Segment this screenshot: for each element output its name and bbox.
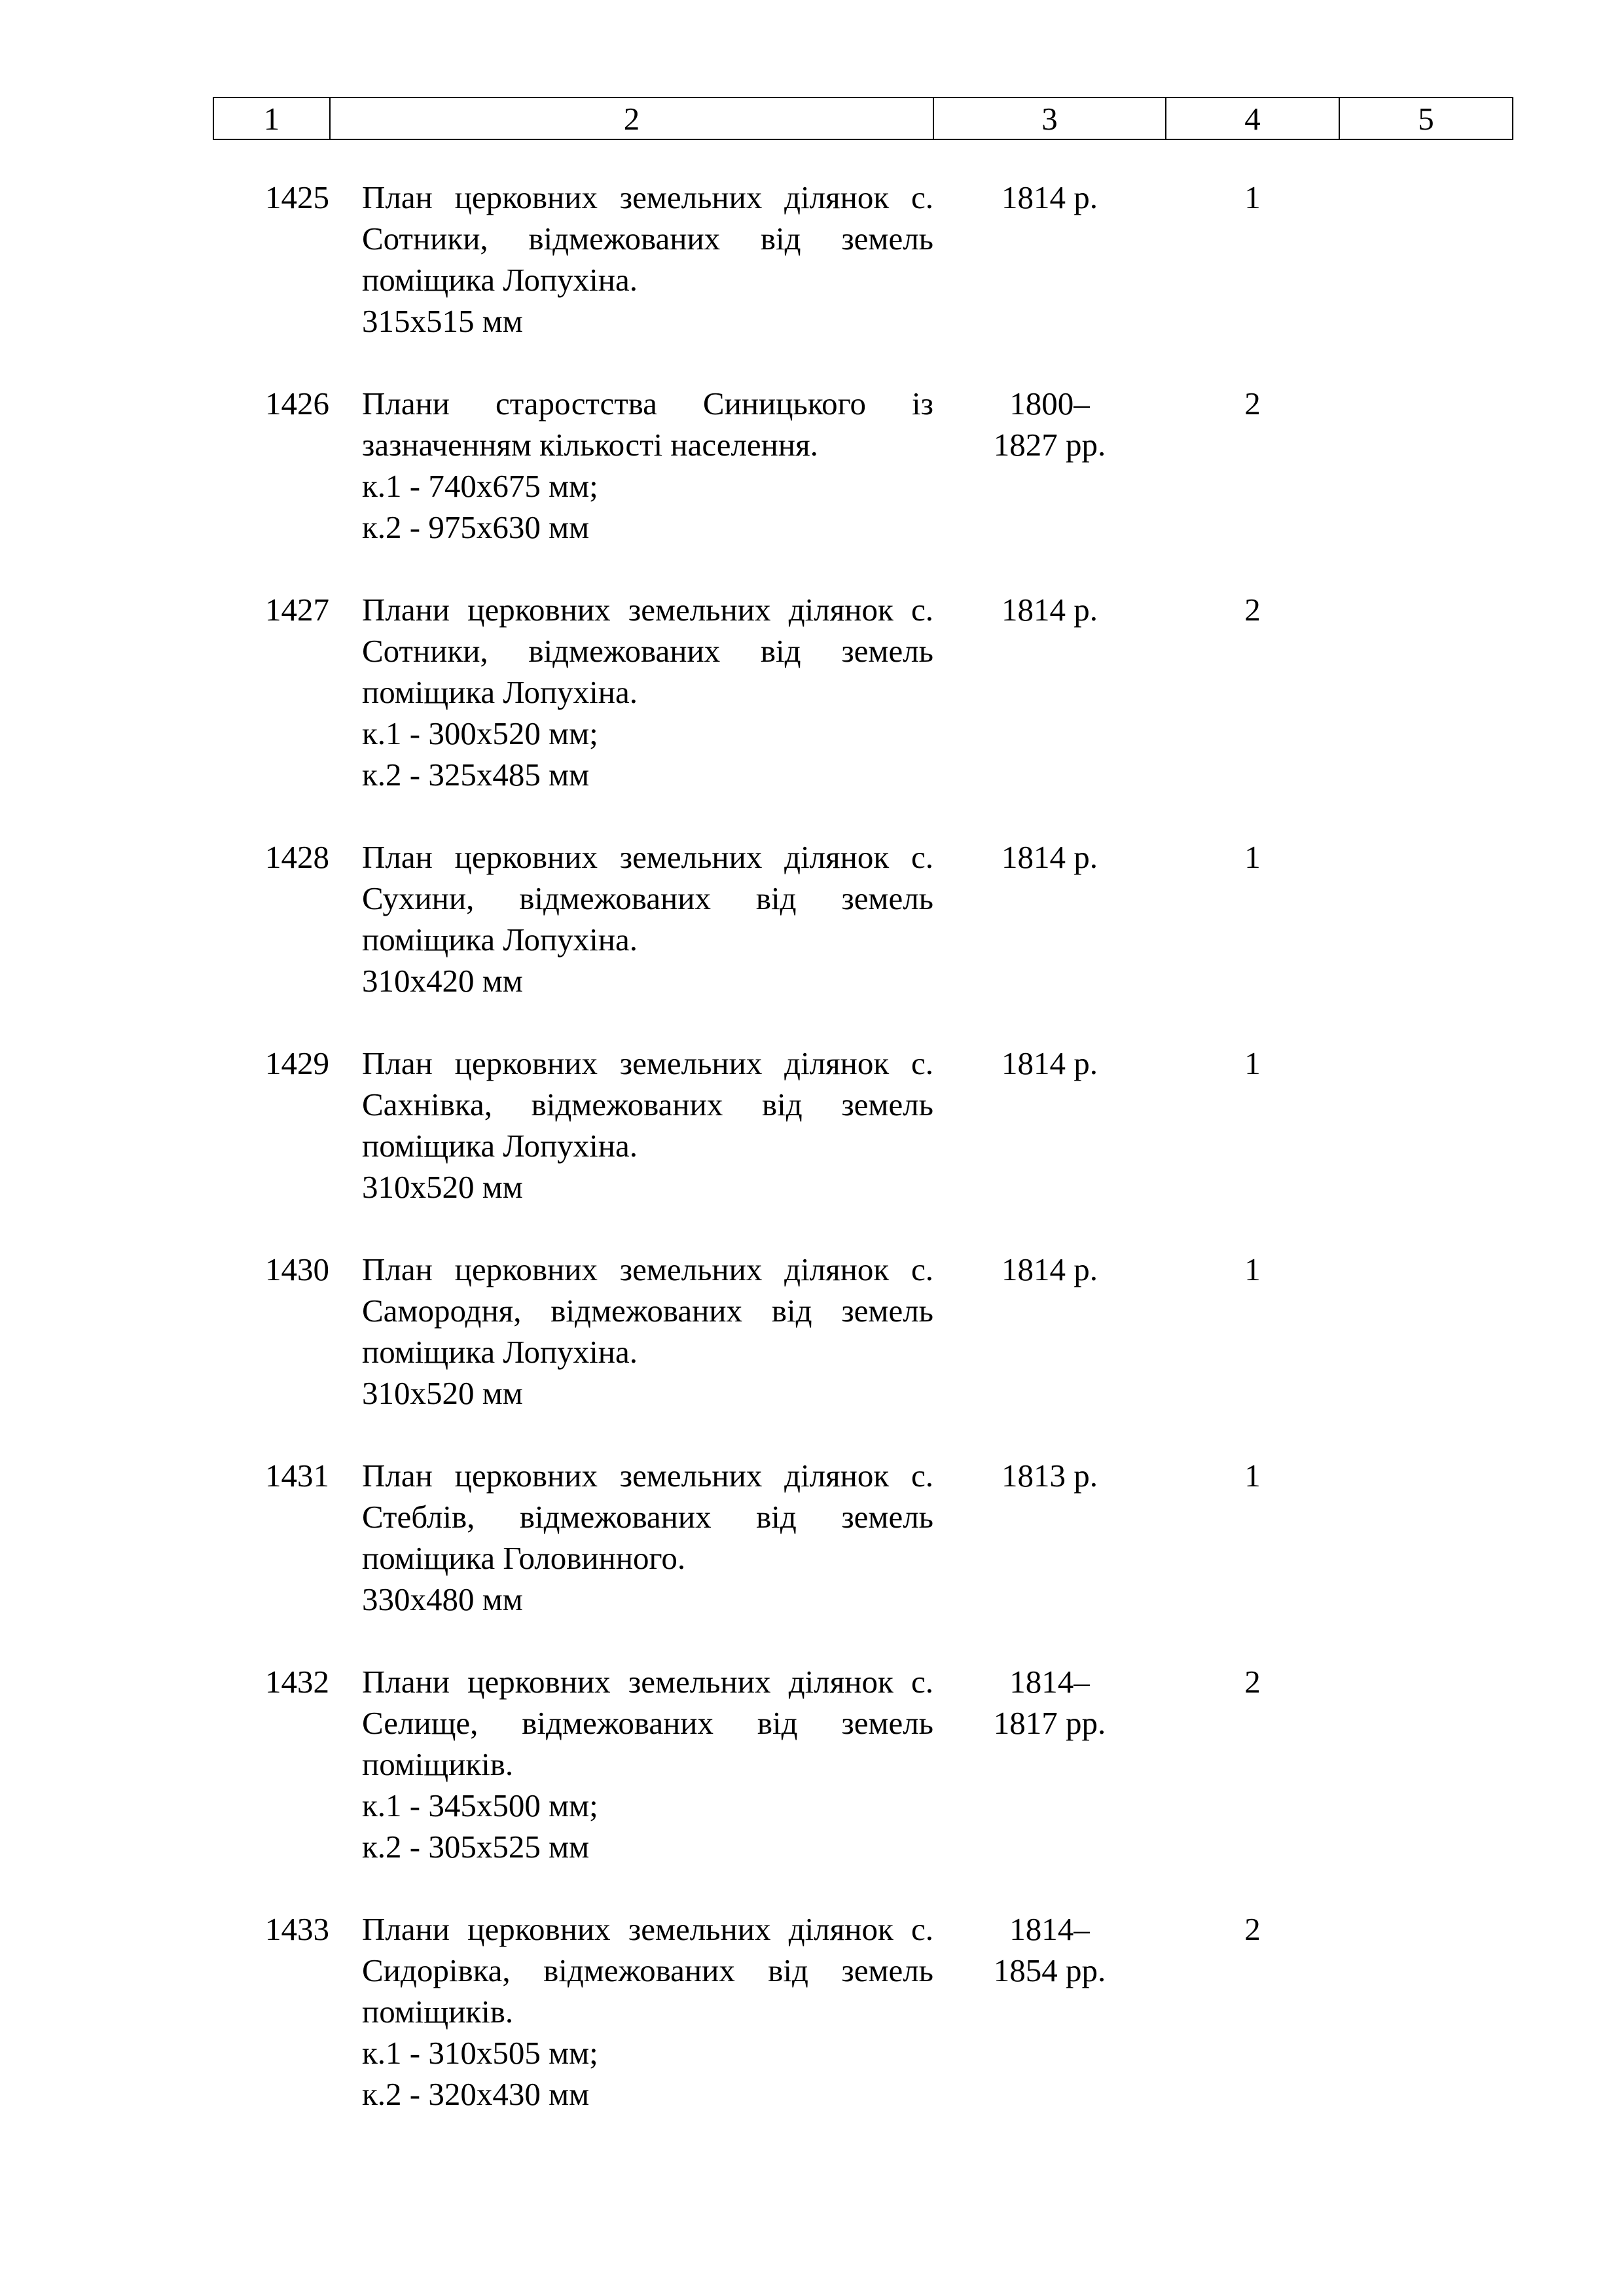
entry-title: Плани церковних земельних ділянок с. Сидорівка, відмежованих від земель поміщиків. (362, 1911, 933, 2030)
entry-dimensions: к.1 - 740х675 мм; (362, 468, 598, 504)
entry-notes (1339, 383, 1513, 548)
entry-description (362, 1661, 933, 1867)
entry-sheet-count: 2 (1244, 1664, 1261, 1700)
entry-date (933, 589, 1166, 795)
entry-date (933, 1043, 1166, 1208)
entry-title: План церковних земельних ділянок с. Самородня, відмежованих від земель поміщика Лопухіна. (362, 1251, 933, 1370)
catalog-entries (213, 177, 1512, 2156)
catalog-entry (213, 383, 1512, 548)
entry-title: План церковних земельних ділянок с. Сотники, відмежованих від земель поміщика Лопухіна. (362, 179, 933, 298)
entry-number: 1431 (265, 1458, 329, 1494)
entry-description (362, 1455, 933, 1620)
entry-title: План церковних земельних ділянок с. Сухини, відмежованих від земель поміщика Лопухіна. (362, 839, 933, 958)
entry-date-line: 1854 рр. (993, 1952, 1106, 1988)
entry-number: 1426 (265, 386, 329, 422)
entry-sheet-count: 1 (1244, 1458, 1261, 1494)
catalog-entry (213, 1661, 1512, 1867)
entry-number: 1427 (265, 592, 329, 628)
entry-date-line: 1814 р. (1001, 592, 1098, 628)
entry-description (362, 836, 933, 1001)
entry-date (933, 1455, 1166, 1620)
entry-date-line: 1814 р. (1001, 1251, 1098, 1287)
header-row (213, 98, 1513, 139)
entry-notes (1339, 589, 1513, 795)
entry-dimensions: 310х520 мм (362, 1375, 523, 1411)
header-cell-1: 1 (213, 98, 330, 139)
entry-description (362, 589, 933, 795)
header-cell-4: 4 (1166, 98, 1339, 139)
entry-title: План церковних земельних ділянок с. Сахнівка, відмежованих від земель поміщика Лопухіна. (362, 1045, 933, 1164)
entry-dimensions: 310х520 мм (362, 1169, 523, 1205)
entry-dimensions: к.1 - 310х505 мм; (362, 2035, 598, 2071)
entry-dimensions: 310х420 мм (362, 963, 523, 999)
header-cell-3: 3 (933, 98, 1166, 139)
entry-date-line: 1814 р. (1001, 1045, 1098, 1081)
catalog-entry (213, 177, 1512, 342)
entry-sheet-count: 2 (1244, 592, 1261, 628)
entry-date-line: 1800– (1009, 386, 1090, 422)
entry-notes (1339, 1661, 1513, 1867)
entry-number: 1433 (265, 1911, 329, 1947)
catalog-entry (213, 1455, 1512, 1620)
entry-dimensions: к.2 - 320х430 мм (362, 2076, 590, 2112)
entry-sheet-count: 1 (1244, 839, 1261, 875)
entry-date (933, 1661, 1166, 1867)
entry-dimensions: к.1 - 300х520 мм; (362, 715, 598, 751)
entry-description (362, 1043, 933, 1208)
entry-notes (1339, 1909, 1513, 2115)
catalog-entry (213, 1043, 1512, 1208)
entry-description (362, 1249, 933, 1414)
entry-number: 1430 (265, 1251, 329, 1287)
entry-title: Плани церковних земельних ділянок с. Селище, відмежованих від земель поміщиків. (362, 1664, 933, 1782)
entry-date (933, 1909, 1166, 2115)
entry-date-line: 1814 р. (1001, 839, 1098, 875)
entry-date-line: 1827 рр. (993, 427, 1106, 463)
entry-sheet-count: 2 (1244, 1911, 1261, 1947)
entry-date (933, 177, 1166, 342)
entry-date-line: 1813 р. (1001, 1458, 1098, 1494)
entry-dimensions: к.2 - 305х525 мм (362, 1829, 590, 1865)
entry-date-line: 1817 рр. (993, 1705, 1106, 1741)
entry-notes (1339, 1043, 1513, 1208)
entry-number: 1429 (265, 1045, 329, 1081)
entry-number: 1425 (265, 179, 329, 215)
catalog-entry (213, 836, 1512, 1001)
entry-notes (1339, 836, 1513, 1001)
entry-title: План церковних земельних ділянок с. Стеблів, відмежованих від земель поміщика Головинного. (362, 1458, 933, 1576)
entry-description (362, 177, 933, 342)
entry-description (362, 1909, 933, 2115)
entry-sheet-count: 1 (1244, 1045, 1261, 1081)
entry-number: 1428 (265, 839, 329, 875)
header-cell-5: 5 (1339, 98, 1513, 139)
entry-dimensions: к.1 - 345х500 мм; (362, 1787, 598, 1823)
entry-date-line: 1814 р. (1001, 179, 1098, 215)
entry-sheet-count: 1 (1244, 179, 1261, 215)
entry-dimensions: 315х515 мм (362, 303, 523, 339)
entry-dimensions: к.2 - 325х485 мм (362, 757, 590, 793)
entry-notes (1339, 177, 1513, 342)
entry-notes (1339, 1455, 1513, 1620)
entry-dimensions: к.2 - 975х630 мм (362, 509, 590, 545)
catalog-entry (213, 1909, 1512, 2115)
entry-notes (1339, 1249, 1513, 1414)
catalog-entry (213, 1249, 1512, 1414)
entry-date (933, 836, 1166, 1001)
entry-title: Плани церковних земельних ділянок с. Сотники, відмежованих від земель поміщика Лопухіна. (362, 592, 933, 710)
entry-description (362, 383, 933, 548)
catalog-entry (213, 589, 1512, 795)
column-number-header (213, 97, 1513, 140)
entry-date-line: 1814– (1009, 1664, 1090, 1700)
entry-title: Плани старостства Синицького із зазначенням кількості населення. (362, 386, 933, 463)
entry-dimensions: 330х480 мм (362, 1581, 523, 1617)
entry-sheet-count: 2 (1244, 386, 1261, 422)
entry-sheet-count: 1 (1244, 1251, 1261, 1287)
entry-date (933, 383, 1166, 548)
entry-number: 1432 (265, 1664, 329, 1700)
header-cell-2: 2 (330, 98, 933, 139)
entry-date-line: 1814– (1009, 1911, 1090, 1947)
entry-date (933, 1249, 1166, 1414)
